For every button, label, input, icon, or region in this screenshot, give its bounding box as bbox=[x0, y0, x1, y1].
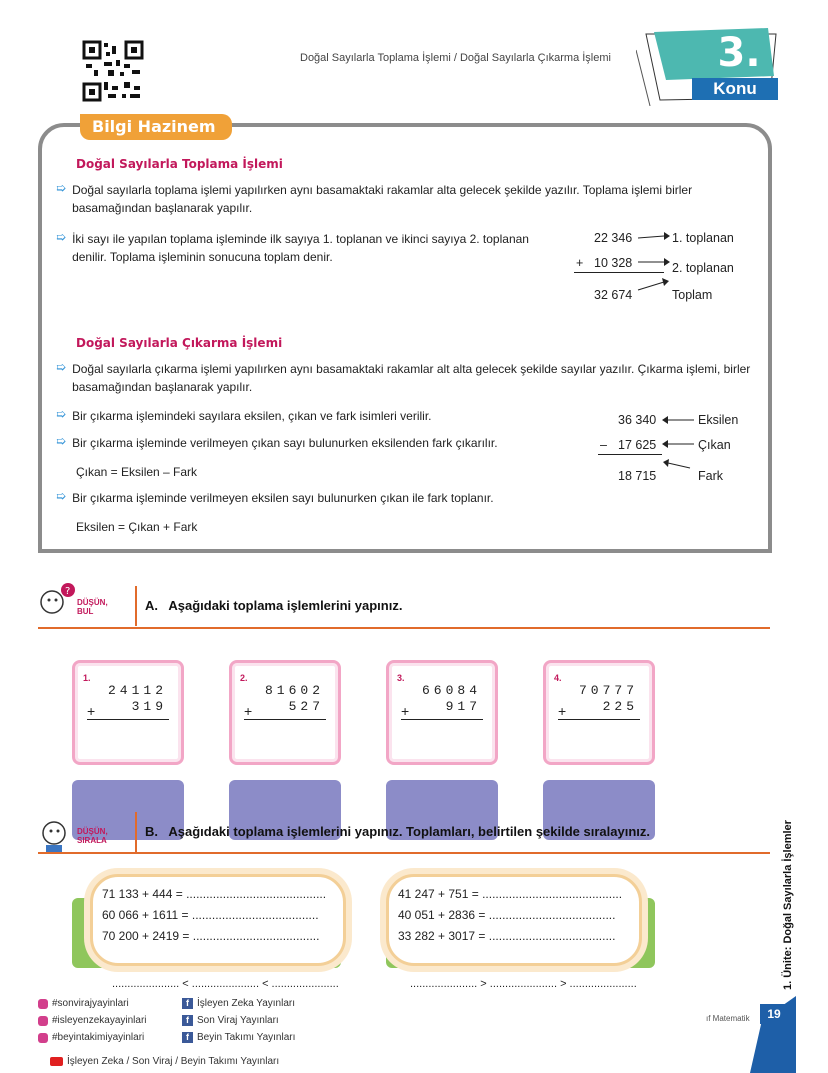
book-name: ıf Matematik bbox=[706, 1014, 750, 1023]
instagram-link[interactable]: #sonvirajyayinlari bbox=[38, 998, 129, 1009]
difference-line bbox=[598, 454, 662, 455]
sum: 32 674 bbox=[594, 288, 633, 302]
instagram-link[interactable]: #beyintakimiyayinlari bbox=[38, 1032, 144, 1043]
label-addend-1: 1. toplanan bbox=[672, 231, 734, 245]
facebook-icon: f bbox=[182, 1032, 193, 1043]
minuend: 36 340 bbox=[618, 413, 657, 427]
equation-input[interactable]: 33 282 + 3017 = ...................................... bbox=[398, 929, 616, 943]
list-item: ➯ Doğal sayılarla çıkarma işlemi yapılırken aynı basamaktaki rakamlar alt alta gelecek şekilde sayılar yazılır. Çıkarma işlemi, birler basamağından başlanarak yapılır. bbox=[56, 360, 751, 394]
facebook-icon: f bbox=[182, 998, 193, 1009]
facebook-icon: f bbox=[182, 1015, 193, 1026]
arrows-icon bbox=[660, 412, 696, 472]
addition-title: Doğal Sayılarla Toplama İşlemi bbox=[76, 157, 283, 171]
instagram-icon bbox=[38, 1016, 48, 1026]
facebook-link[interactable]: f Son Viraj Yayınları bbox=[182, 1015, 279, 1026]
section-a-rule bbox=[38, 627, 770, 629]
order-input-right[interactable]: ...................... > ...................... > ...................... bbox=[410, 978, 637, 990]
label-subtrahend: Çıkan bbox=[698, 438, 731, 452]
think-order-logo-text: DÜŞÜN, SIRALA bbox=[77, 827, 108, 845]
list-item: ➯ Bir çıkarma işleminde verilmeyen eksilen sayı bulunurken çıkan ile fark toplanır. bbox=[56, 489, 494, 505]
equation-input[interactable]: 71 133 + 444 = .......................................... bbox=[102, 887, 327, 901]
equation-input[interactable]: 41 247 + 751 = .......................................... bbox=[398, 887, 623, 901]
section-b-rule bbox=[38, 852, 770, 854]
info-tab: Bilgi Hazinem bbox=[80, 114, 232, 140]
equation-input[interactable]: 40 051 + 2836 = ...................................... bbox=[398, 908, 616, 922]
instagram-link[interactable]: #isleyenzekayayinlari bbox=[38, 1015, 147, 1026]
think-find-logo-icon bbox=[38, 582, 78, 626]
topic-label: Konu bbox=[692, 78, 778, 100]
addend-1: 22 346 bbox=[594, 231, 633, 245]
plus-sign: + bbox=[576, 256, 584, 270]
topic-number: 3. bbox=[717, 30, 761, 76]
formula-subtrahend: Çıkan = Eksilen – Fark bbox=[76, 465, 198, 479]
problem-card-2[interactable]: 2. 81602 527 + bbox=[229, 660, 341, 765]
arrow-bullet-icon: ➯ bbox=[56, 360, 67, 374]
minus-sign: – bbox=[600, 438, 607, 452]
think-order-logo-icon bbox=[38, 815, 78, 855]
label-minuend: Eksilen bbox=[698, 413, 739, 427]
arrow-bullet-icon: ➯ bbox=[56, 230, 67, 244]
list-item: ➯ Bir çıkarma işlemindeki sayılara eksilen, çıkan ve fark isimleri verilir. bbox=[56, 407, 432, 423]
problem-card-4[interactable]: 4. 70777 225 + bbox=[543, 660, 655, 765]
facebook-link[interactable]: f Beyin Takımı Yayınları bbox=[182, 1032, 295, 1043]
think-find-logo-text: DÜŞÜN, BUL bbox=[77, 598, 108, 616]
label-difference: Fark bbox=[698, 469, 723, 483]
list-item: ➯ Doğal sayılarla toplama işlemi yapılırken aynı basamaktaki rakamlar alta gelecek şekilde yazılır. Toplama işlemi birler basamağından başlanarak yapılır. bbox=[56, 181, 693, 215]
youtube-link[interactable]: İşleyen Zeka / Son Viraj / Beyin Takımı Yayınları bbox=[50, 1056, 279, 1067]
formula-minuend: Eksilen = Çıkan + Fark bbox=[76, 520, 198, 534]
list-item: ➯ Bir çıkarma işleminde verilmeyen çıkan sayı bulunurken eksilenden fark çıkarılır. bbox=[56, 434, 498, 450]
addend-2: 10 328 bbox=[594, 256, 633, 270]
section-b-title: B. Aşağıdaki toplama işlemlerini yapınız. Toplamları, belirtilen şekilde sıralayınız. bbox=[145, 824, 651, 839]
subtraction-title: Doğal Sayılarla Çıkarma İşlemi bbox=[76, 336, 283, 350]
arrow-bullet-icon: ➯ bbox=[56, 407, 67, 421]
unit-side-label: 1. Ünite: Doğal Sayılarla İşlemler bbox=[782, 820, 794, 990]
svg-text:?: ? bbox=[65, 586, 71, 597]
arrows-icon bbox=[636, 230, 670, 300]
page-number: 19 bbox=[760, 1004, 788, 1024]
section-a-title: A. Aşağıdaki toplama işlemlerini yapınız. bbox=[145, 598, 403, 613]
youtube-icon bbox=[50, 1057, 63, 1066]
problem-card-3[interactable]: 3. 66084 917 + bbox=[386, 660, 498, 765]
section-divider bbox=[135, 812, 137, 852]
instagram-icon bbox=[38, 1033, 48, 1043]
equation-input[interactable]: 60 066 + 1611 = ...................................... bbox=[102, 908, 319, 922]
facebook-link[interactable]: f İşleyen Zeka Yayınları bbox=[182, 998, 295, 1009]
label-sum: Toplam bbox=[672, 288, 713, 302]
subtrahend: 17 625 bbox=[618, 438, 657, 452]
qr-code-icon bbox=[82, 40, 144, 102]
instagram-icon bbox=[38, 999, 48, 1009]
list-item: ➯ İki sayı ile yapılan toplama işleminde ilk sayıya 1. toplanan ve ikinci sayıya 2. toplanan denilir. Toplama işleminin sonucuna toplam denir. bbox=[56, 230, 529, 264]
problem-card-1[interactable]: 1. 24112 319 + bbox=[72, 660, 184, 765]
running-title: Doğal Sayılarla Toplama İşlemi / Doğal Sayılarla Çıkarma İşlemi bbox=[300, 52, 611, 64]
difference: 18 715 bbox=[618, 469, 657, 483]
label-addend-2: 2. toplanan bbox=[672, 261, 734, 275]
arrow-bullet-icon: ➯ bbox=[56, 489, 67, 503]
arrow-bullet-icon: ➯ bbox=[56, 434, 67, 448]
order-input-left[interactable]: ...................... < ...................... < ...................... bbox=[112, 978, 339, 990]
section-divider bbox=[135, 586, 137, 626]
equation-input[interactable]: 70 200 + 2419 = ...................................... bbox=[102, 929, 320, 943]
arrow-bullet-icon: ➯ bbox=[56, 181, 67, 195]
